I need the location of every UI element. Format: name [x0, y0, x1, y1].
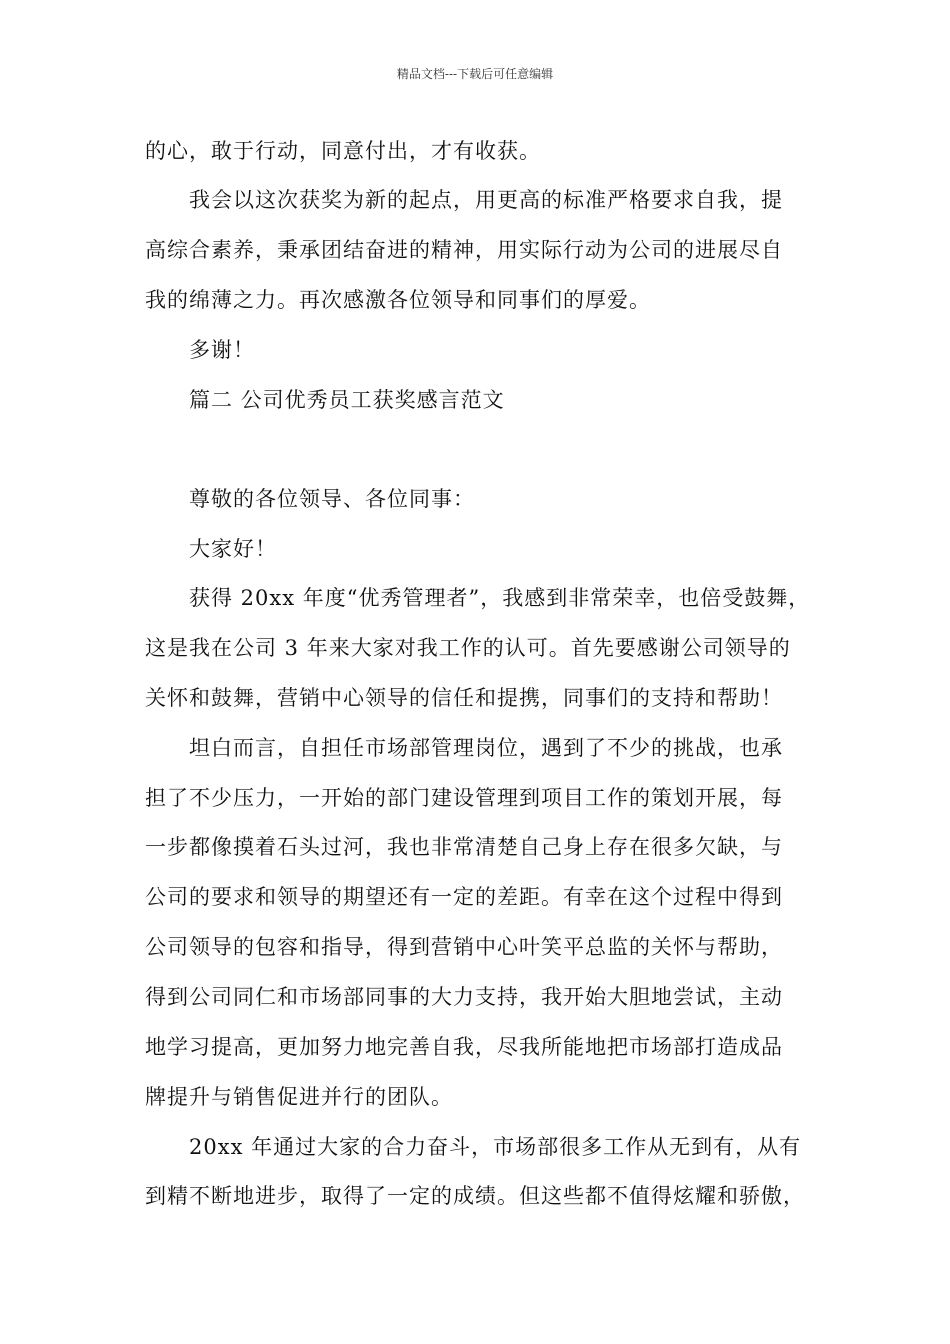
greeting: 大家好！	[189, 537, 277, 561]
paragraph-line: 到精不断地进步，取得了一定的成绩。但这些都不值得炫耀和骄傲，	[145, 1184, 805, 1208]
paragraph-line: 多谢！	[189, 338, 255, 362]
page-header: 精品文档---下载后可任意编辑	[396, 67, 554, 81]
paragraph-line: 获得 20xx 年度“优秀管理者”，我感到非常荣幸，也倍受鼓舞，	[189, 586, 811, 610]
paragraph-line: 地学习提高，更加努力地完善自我，尽我所能地把市场部打造成品	[145, 1035, 783, 1059]
paragraph-line: 高综合素养，秉承团结奋进的精神，用实际行动为公司的进展尽自	[145, 238, 783, 262]
paragraph-line: 这是我在公司 3 年来大家对我工作的认可。首先要感谢公司领导的	[145, 636, 791, 660]
paragraph-line: 牌提升与销售促进并行的团队。	[145, 1085, 453, 1109]
paragraph-line: 得到公司同仁和市场部同事的大力支持，我开始大胆地尝试，主动	[145, 985, 783, 1009]
paragraph-line: 关怀和鼓舞，营销中心领导的信任和提携，同事们的支持和帮助！	[145, 686, 783, 710]
paragraph-line: 公司领导的包容和指导，得到营销中心叶笑平总监的关怀与帮助，	[145, 935, 783, 959]
paragraph-line: 20xx 年通过大家的合力奋斗，市场部很多工作从无到有，从有	[189, 1135, 802, 1159]
paragraph-line: 的心，敢于行动，同意付出，才有收获。	[145, 139, 541, 163]
paragraph-line: 担了不少压力，一开始的部门建设管理到项目工作的策划开展，每	[145, 786, 783, 810]
paragraph-line: 一步都像摸着石头过河，我也非常清楚自己身上存在很多欠缺，与	[145, 835, 783, 859]
paragraph-line: 公司的要求和领导的期望还有一定的差距。有幸在这个过程中得到	[145, 885, 783, 909]
section-heading: 篇二 公司优秀员工获奖感言范文	[189, 388, 505, 412]
paragraph-line: 坦白而言，自担任市场部管理岗位，遇到了不少的挑战，也承	[189, 736, 783, 760]
salutation: 尊敬的各位领导、各位同事：	[189, 487, 475, 511]
paragraph-line: 我会以这次获奖为新的起点，用更高的标准严格要求自我，提	[189, 188, 783, 212]
paragraph-line: 我的绵薄之力。再次感激各位领导和同事们的厚爱。	[145, 288, 651, 312]
